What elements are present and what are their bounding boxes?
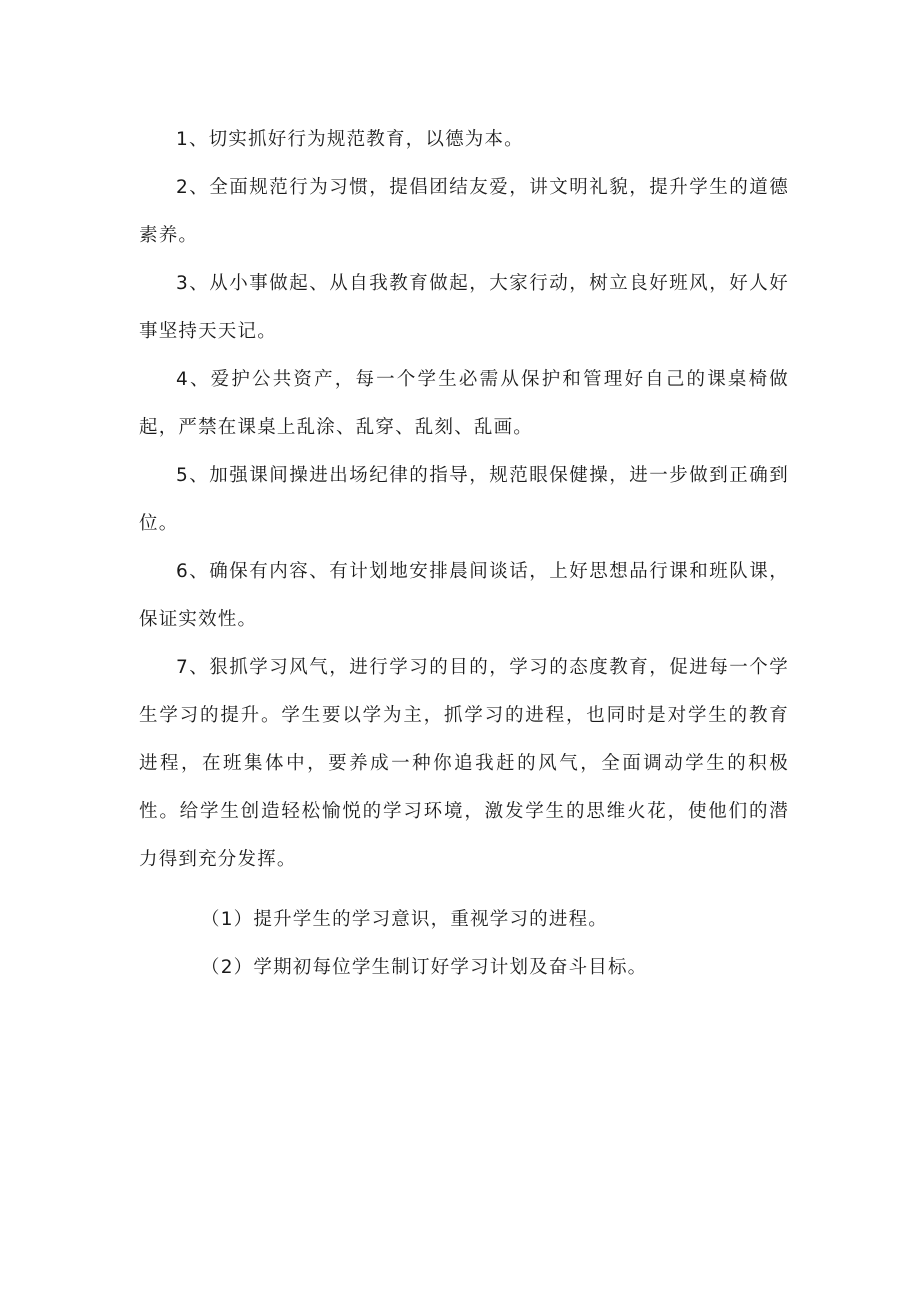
paragraph-item-7: 7、狠抓学习风气，进行学习的目的，学习的态度教育，促进每一个学生学习的提升。学生要以学为主，抓学习的进程，也同时是对学生的教育进程，在班集体中，要养成一种你追我赶的风气，全面调动学生的积极性。给学生创造轻松愉悦的学习环境，激发学生的思维火花，使他们的潜力得到充分发挥。 <box>139 657 789 870</box>
paragraph-item-3: 3、从小事做起、从自我教育做起，大家行动，树立良好班风，好人好事坚持天天记。 <box>139 273 789 342</box>
paragraph-item-4: 4、爱护公共资产，每一个学生必需从保护和管理好自己的课桌椅做起，严禁在课桌上乱涂、乱穿、乱刻、乱画。 <box>139 369 789 438</box>
paragraph-item-1: 1、切实抓好行为规范教育，以德为本。 <box>176 129 524 150</box>
paragraph-item-2: 2、全面规范行为习惯，提倡团结友爱，讲文明礼貌，提升学生的道德素养。 <box>139 177 789 246</box>
sub-item-1: （1）提升学生的学习意识，重视学习的进程。 <box>201 909 608 930</box>
sub-item-2: （2）学期初每位学生制订好学习计划及奋斗目标。 <box>201 957 648 978</box>
paragraph-item-6: 6、确保有内容、有计划地安排晨间谈话，上好思想品行课和班队课，保证实效性。 <box>139 561 789 630</box>
paragraph-item-5: 5、加强课间操进出场纪律的指导，规范眼保健操，进一步做到正确到位。 <box>139 465 789 534</box>
document-body <box>139 116 789 992</box>
